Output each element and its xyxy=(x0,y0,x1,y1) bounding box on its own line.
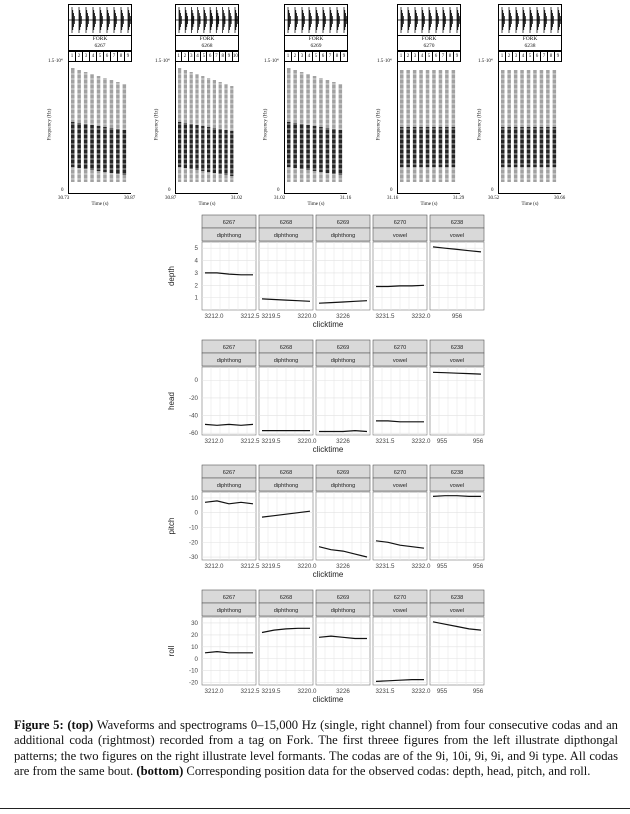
x-tick-label: 956 xyxy=(472,438,484,445)
click-number: 5 xyxy=(201,52,207,61)
spectrogram-panel xyxy=(154,2,247,212)
facet-id-label: 6268 xyxy=(279,470,293,476)
waveform xyxy=(397,4,461,36)
x-end-label: 31.16 xyxy=(340,196,352,201)
x-tick-label: 3220.0 xyxy=(297,688,317,695)
x-end-label: 30.66 xyxy=(554,196,566,201)
x-tick-label: 3232.0 xyxy=(411,688,431,695)
x-axis-label: clicktime xyxy=(312,570,344,579)
click-number: 2 xyxy=(76,52,83,61)
y-tick-label: -10 xyxy=(189,667,198,675)
spectrogram-image xyxy=(175,62,238,194)
x-tick-label: 3231.5 xyxy=(375,438,395,445)
x-tick-label: 3232.0 xyxy=(411,438,431,445)
facet-id-label: 6270 xyxy=(393,470,407,476)
x-tick-label: 955 xyxy=(436,688,448,695)
facet-id-label: 6238 xyxy=(450,220,464,226)
click-numbers xyxy=(175,51,239,62)
y-tick-label: -20 xyxy=(189,539,198,547)
y-axis-label: Frequency (Hz) xyxy=(263,108,269,141)
click-number: 4 xyxy=(419,52,426,61)
facet-type-label: diphthong xyxy=(216,233,242,239)
click-number: 6 xyxy=(207,52,213,61)
spectrogram-image xyxy=(284,62,347,194)
spectrogram-image xyxy=(498,62,561,194)
facet-id-label: 6267 xyxy=(222,345,236,351)
click-number: 5 xyxy=(313,52,320,61)
click-number: 9 xyxy=(342,54,346,59)
click-number: 3 xyxy=(189,52,195,61)
spectrogram-panel xyxy=(376,2,469,212)
x-axis-label: clicktime xyxy=(312,695,344,704)
facet-type-label: diphthong xyxy=(330,608,356,614)
facet-type-label: vowel xyxy=(449,483,465,489)
x-tick-label: 3212.0 xyxy=(204,563,224,570)
click-numbers xyxy=(498,51,562,62)
y-axis-label: depth xyxy=(167,265,176,287)
x-tick-label: 3226 xyxy=(336,688,350,695)
click-numbers xyxy=(397,51,461,62)
waveform xyxy=(498,4,562,36)
click-number: 9 xyxy=(455,54,459,59)
y-axis-label: head xyxy=(167,392,176,410)
y-tick-label: 10 xyxy=(191,494,198,502)
y-tick-label: 20 xyxy=(191,631,198,639)
facet-type-label: vowel xyxy=(449,233,465,239)
caption-bottom-marker: (bottom) xyxy=(136,763,184,778)
click-number: 4 xyxy=(90,52,97,61)
x-tick-label: 3226 xyxy=(336,438,350,445)
coda-id: 6267 xyxy=(68,43,132,51)
y-zero-label: 0 xyxy=(168,188,171,193)
x-tick-label: 3212.5 xyxy=(240,313,260,320)
facet-id-label: 6267 xyxy=(222,595,236,601)
click-number: 7 xyxy=(541,52,548,61)
click-number: 10 xyxy=(232,54,238,59)
click-number: 5 xyxy=(97,52,104,61)
facet-id-label: 6267 xyxy=(222,470,236,476)
spectrogram-stripes xyxy=(499,62,561,193)
click-number: 2 xyxy=(506,52,513,61)
x-start-label: 30.52 xyxy=(488,196,500,201)
x-axis-label: Time (s) xyxy=(420,202,438,207)
x-tick-label: 3212.5 xyxy=(240,688,260,695)
facet-id-label: 6238 xyxy=(450,595,464,601)
click-number: 2 xyxy=(292,52,299,61)
facet-id-label: 6270 xyxy=(393,220,407,226)
facet-id-label: 6267 xyxy=(222,220,236,226)
click-number: 4 xyxy=(520,52,527,61)
x-tick-label: 3220.0 xyxy=(297,313,317,320)
waveform xyxy=(284,4,348,36)
series-line xyxy=(433,496,481,497)
facet-id-label: 6269 xyxy=(336,220,350,226)
y-tick-label: 2 xyxy=(194,282,198,290)
x-end-label: 31.29 xyxy=(453,196,465,201)
click-number: 6 xyxy=(534,52,541,61)
y-max-label: 1.5·10⁴ xyxy=(155,59,170,64)
roll-chart xyxy=(160,587,484,705)
facet-type-label: vowel xyxy=(392,233,408,239)
y-axis-label: Frequency (Hz) xyxy=(47,108,53,141)
x-tick-label: 3212.0 xyxy=(204,688,224,695)
spectrogram-stripes xyxy=(398,62,460,193)
x-tick-label: 3226 xyxy=(336,313,350,320)
spectrogram-stripes xyxy=(176,62,238,193)
x-tick-label: 956 xyxy=(451,313,463,320)
x-tick-label: 956 xyxy=(472,688,484,695)
click-number: 6 xyxy=(433,52,440,61)
y-axis-label: Frequency (Hz) xyxy=(154,108,160,141)
x-tick-label: 3212.5 xyxy=(240,438,260,445)
click-number: 7 xyxy=(111,52,118,61)
spectrogram-panel xyxy=(47,2,140,212)
x-start-label: 31.02 xyxy=(274,196,286,201)
facet-id-label: 6268 xyxy=(279,345,293,351)
y-axis-label: Frequency (Hz) xyxy=(477,108,483,141)
x-tick-label: 955 xyxy=(436,563,448,570)
click-number: 6 xyxy=(104,52,111,61)
tag-label: FORK xyxy=(284,35,348,44)
facet-id-label: 6238 xyxy=(450,345,464,351)
spectrogram-image xyxy=(397,62,460,194)
x-tick-label: 3232.0 xyxy=(411,563,431,570)
facet-type-label: vowel xyxy=(392,608,408,614)
click-number: 4 xyxy=(306,52,313,61)
waveform-trace xyxy=(499,5,561,35)
click-number: 9 xyxy=(226,52,232,61)
x-axis-label: clicktime xyxy=(312,445,344,454)
facet-id-label: 6269 xyxy=(336,345,350,351)
coda-id: 6238 xyxy=(498,43,562,51)
facet-type-label: vowel xyxy=(392,358,408,364)
click-number: 1 xyxy=(398,52,405,61)
y-tick-label: 4 xyxy=(194,257,198,265)
click-number: 4 xyxy=(195,52,201,61)
click-number: 7 xyxy=(214,52,220,61)
x-tick-label: 3231.5 xyxy=(375,688,395,695)
depth-plot xyxy=(160,212,470,330)
facet-type-label: diphthong xyxy=(216,358,242,364)
x-tick-label: 3212.5 xyxy=(240,563,260,570)
facet-id-label: 6270 xyxy=(393,595,407,601)
click-number: 1 xyxy=(176,52,182,61)
facet-type-label: diphthong xyxy=(273,483,299,489)
x-tick-label: 3212.0 xyxy=(204,313,224,320)
x-tick-label: 3212.0 xyxy=(204,438,224,445)
y-tick-label: -20 xyxy=(189,679,198,687)
click-number: 2 xyxy=(405,52,412,61)
caption-top-marker: (top) xyxy=(67,718,94,732)
click-number: 1 xyxy=(285,52,292,61)
click-numbers xyxy=(68,51,132,62)
x-tick-label: 3219.5 xyxy=(261,313,281,320)
y-tick-label: -10 xyxy=(189,524,198,532)
spectrogram-stripes xyxy=(69,62,131,193)
x-tick-label: 3220.0 xyxy=(297,438,317,445)
coda-id: 6269 xyxy=(284,43,348,51)
click-number: 8 xyxy=(220,52,226,61)
click-numbers xyxy=(284,51,348,62)
y-zero-label: 0 xyxy=(491,188,494,193)
x-axis-label: Time (s) xyxy=(521,202,539,207)
facet-type-label: vowel xyxy=(392,483,408,489)
facet-id-label: 6270 xyxy=(393,345,407,351)
spectrogram-panel xyxy=(477,2,570,212)
head-chart xyxy=(160,337,484,455)
tag-label: FORK xyxy=(397,35,461,44)
coda-id: 6270 xyxy=(397,43,461,51)
click-number: 8 xyxy=(447,52,454,61)
pitch-chart xyxy=(160,462,484,580)
click-number: 3 xyxy=(513,52,520,61)
waveform xyxy=(68,4,132,36)
click-number: 8 xyxy=(548,52,555,61)
y-zero-label: 0 xyxy=(277,188,280,193)
y-tick-label: -60 xyxy=(189,430,198,438)
click-number: 1 xyxy=(69,52,76,61)
y-axis-label: roll xyxy=(167,645,176,657)
facet-type-label: diphthong xyxy=(330,233,356,239)
click-number: 8 xyxy=(118,52,125,61)
click-number: 7 xyxy=(327,52,334,61)
facet-type-label: diphthong xyxy=(273,233,299,239)
x-axis-label: Time (s) xyxy=(91,202,109,207)
y-tick-label: -30 xyxy=(189,554,198,562)
click-number: 3 xyxy=(412,52,419,61)
y-max-label: 1.5·10⁴ xyxy=(264,59,279,64)
y-tick-label: -20 xyxy=(189,394,198,402)
click-number: 2 xyxy=(182,52,188,61)
click-number: 9 xyxy=(126,54,130,59)
caption-label: Figure 5: xyxy=(14,718,64,732)
caption-top-text: Waveforms and spectrograms 0–15,000 Hz (single, right channel) from four consecutive codas and an additional coda (rightmost) recorded from a tag on Fork. The first threee figures from the left illustrate dipthongal patterns; the two figures on the right illustrate level formants. The codas are of the 9i, 10i, 9i, 9i, and 9i type. All codas are from the same bout. xyxy=(14,718,618,778)
x-axis-label: Time (s) xyxy=(307,202,325,207)
x-end-label: 30.87 xyxy=(124,196,136,201)
roll-plot xyxy=(160,587,484,705)
facet-type-label: vowel xyxy=(449,358,465,364)
y-tick-label: 1 xyxy=(194,294,198,302)
y-max-label: 1.5·10⁴ xyxy=(478,59,493,64)
tag-label: FORK xyxy=(68,35,132,44)
x-axis-label: Time (s) xyxy=(198,202,216,207)
x-start-label: 31.16 xyxy=(387,196,399,201)
x-tick-label: 3219.5 xyxy=(261,438,281,445)
x-start-label: 30.73 xyxy=(58,196,70,201)
x-axis-label: clicktime xyxy=(312,320,344,329)
facet-id-label: 6238 xyxy=(450,470,464,476)
waveform-trace xyxy=(176,5,238,35)
x-tick-label: 3220.0 xyxy=(297,563,317,570)
page-rule xyxy=(0,808,630,809)
y-axis-label: pitch xyxy=(167,517,176,535)
tag-label: FORK xyxy=(175,35,239,44)
x-tick-label: 3232.0 xyxy=(411,313,431,320)
y-tick-label: 0 xyxy=(194,509,198,517)
click-number: 3 xyxy=(299,52,306,61)
head-plot xyxy=(160,337,484,455)
facet-type-label: diphthong xyxy=(330,483,356,489)
facet-id-label: 6268 xyxy=(279,595,293,601)
x-tick-label: 3219.5 xyxy=(261,688,281,695)
x-tick-label: 3226 xyxy=(336,563,350,570)
y-tick-label: 3 xyxy=(194,269,198,277)
facet-type-label: diphthong xyxy=(216,608,242,614)
click-number: 9 xyxy=(556,54,560,59)
x-tick-label: 3231.5 xyxy=(375,563,395,570)
x-tick-label: 956 xyxy=(472,563,484,570)
facet-type-label: diphthong xyxy=(273,358,299,364)
x-tick-label: 955 xyxy=(436,438,448,445)
x-start-label: 30.87 xyxy=(165,196,177,201)
y-max-label: 1.5·10⁴ xyxy=(377,59,392,64)
click-number: 6 xyxy=(320,52,327,61)
click-number: 3 xyxy=(83,52,90,61)
facet-type-label: diphthong xyxy=(216,483,242,489)
y-tick-label: -40 xyxy=(189,412,198,420)
click-number: 8 xyxy=(334,52,341,61)
y-max-label: 1.5·10⁴ xyxy=(48,59,63,64)
figure-caption xyxy=(14,718,618,779)
x-tick-label: 3219.5 xyxy=(261,563,281,570)
x-end-label: 31.02 xyxy=(231,196,243,201)
y-zero-label: 0 xyxy=(390,188,393,193)
facet-type-label: diphthong xyxy=(273,608,299,614)
coda-id: 6268 xyxy=(175,43,239,51)
waveform xyxy=(175,4,239,36)
y-axis-label: Frequency (Hz) xyxy=(376,108,382,141)
facet-id-label: 6268 xyxy=(279,220,293,226)
y-tick-label: 30 xyxy=(191,619,198,627)
facet-type-label: vowel xyxy=(449,608,465,614)
facet-id-label: 6269 xyxy=(336,470,350,476)
waveform-trace xyxy=(285,5,347,35)
y-tick-label: 5 xyxy=(194,245,198,253)
click-number: 1 xyxy=(499,52,506,61)
y-tick-label: 10 xyxy=(191,643,198,651)
click-number: 7 xyxy=(440,52,447,61)
depth-chart xyxy=(160,212,470,330)
spectrogram-panel xyxy=(263,2,356,212)
y-zero-label: 0 xyxy=(61,188,64,193)
waveform-trace xyxy=(69,5,131,35)
spectrogram-image xyxy=(68,62,131,194)
click-number: 5 xyxy=(426,52,433,61)
click-number: 5 xyxy=(527,52,534,61)
caption-bottom-text: Corresponding position data for the observed codas: depth, head, pitch, and roll. xyxy=(183,763,591,778)
y-tick-label: 0 xyxy=(194,377,198,385)
x-tick-label: 3231.5 xyxy=(375,313,395,320)
waveform-trace xyxy=(398,5,460,35)
spectrogram-stripes xyxy=(285,62,347,193)
pitch-plot xyxy=(160,462,484,580)
facet-type-label: diphthong xyxy=(330,358,356,364)
y-tick-label: 0 xyxy=(194,655,198,663)
facet-id-label: 6269 xyxy=(336,595,350,601)
tag-label: FORK xyxy=(498,35,562,44)
